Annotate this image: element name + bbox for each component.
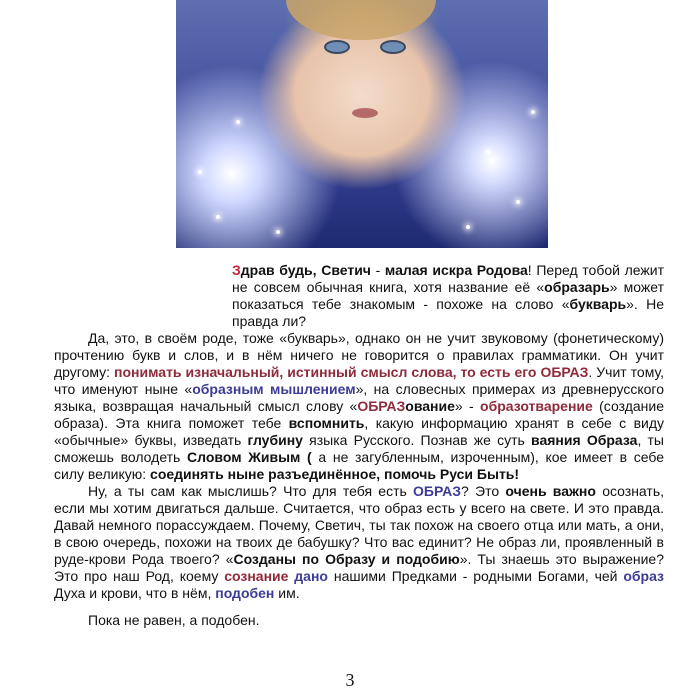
text-span: ОБРАЗ <box>413 483 461 499</box>
photo-hair <box>286 0 436 40</box>
text-span: сознание <box>224 568 289 584</box>
text-span: осознать, если мы хотим двигаться дальше. Считается, что образ есть у всего на свете. И это правда. Давай немного порассуждаем. Почему, Светич, ты так похож на своего отца или мать, а они, в свою очередь, похожи на твоих де бабушку? Что вас единит? Не образ ли, проявленный в руде-крови Рода твоего? « <box>54 483 664 567</box>
text-span: Созданы по Образу и подобию <box>233 551 460 567</box>
text-span: ». Не правда ли? <box>232 296 664 329</box>
photo-right-eye <box>380 40 406 54</box>
text-span: подобен <box>215 585 275 601</box>
text-span: понимать изначальный, истинный смысл слова, то есть его ОБРАЗ <box>114 364 589 380</box>
text-span: Пока не равен, а подобен. <box>88 612 260 628</box>
text-span: , какую информацию хранят в себе с виду «обычные» буквы, изведать <box>54 415 665 448</box>
text-span: ваяния Образа <box>531 432 638 448</box>
photo-mouth <box>352 108 378 118</box>
text-span: , ты сможешь володеть <box>54 432 664 465</box>
text-span: букварь <box>569 296 627 312</box>
text-span: соединять ныне разъединённое, помочь Руси Быть! <box>150 466 520 482</box>
text-span: . Учит тому, что именуют ныне « <box>54 364 664 397</box>
text-span: », на словесных примерах из древнерусского языка, возвращая начальный смысл слову « <box>54 381 664 414</box>
text-span: » может показаться тебе знакомым - похоже на слово « <box>232 279 664 312</box>
photo-star <box>216 215 220 219</box>
text-span: ование <box>405 398 455 414</box>
text-span: вспомнить <box>288 415 365 431</box>
paragraph-intro <box>54 262 664 330</box>
photo-star <box>276 230 280 234</box>
text-span: языка Русского. Познав же суть <box>302 432 532 448</box>
text-span: а не загубленным, изроченным), кое имеет в себе силу великую: <box>54 449 664 482</box>
photo-star <box>486 150 490 154</box>
text-span: ОБРАЗ <box>357 398 406 414</box>
greeting: драв будь, Светич <box>240 262 371 278</box>
photo-star <box>198 170 202 174</box>
photo-star <box>236 120 240 124</box>
paragraph-primer <box>54 330 664 483</box>
text-span: им. <box>274 585 300 601</box>
photo-star <box>531 110 535 114</box>
page-number: 3 <box>345 670 355 690</box>
drop-initial: З <box>232 262 241 278</box>
text-span: ! Перед тобой лежит не совсем обычная книга, хотя название её « <box>232 262 665 295</box>
photo-left-eye <box>324 40 350 54</box>
text-span: образарь <box>544 279 610 295</box>
paragraph-closing <box>54 612 664 629</box>
text-span: образотварение <box>480 398 593 414</box>
text-span: образным мышлением <box>192 381 356 397</box>
text-span: очень важно <box>505 483 596 499</box>
text-span: (создание образа). Эта книга поможет тебе <box>54 398 664 431</box>
paragraph-image <box>54 483 664 602</box>
text-span: - <box>370 262 385 278</box>
text-span: Словом Живым ( <box>187 449 312 465</box>
text-span: Ну, а ты сам как мыслишь? Что для тебя есть <box>88 483 414 499</box>
text-span: глубину <box>247 432 303 448</box>
text-span: дано <box>294 568 328 584</box>
photo-star <box>466 225 470 229</box>
text-span: Да, это, в своём роде, тоже «букварь», однако он не учит звуковому (фонетическому) прочтению букв и слов, и в нём ничего не говорится о правилах грамматики. Он учит другому: <box>54 330 664 380</box>
photo-star <box>516 200 520 204</box>
text-span: Духа и крови, что в нём, <box>54 585 216 601</box>
text-span: образ <box>623 568 665 584</box>
text-span: ». Ты знаешь это выражение? Это про наш Род, коему <box>54 551 665 584</box>
body-text <box>54 262 664 629</box>
child-photo <box>176 0 548 248</box>
text-span: » - <box>454 398 481 414</box>
text-span: ? Это <box>460 483 506 499</box>
text-span: малая искра Родова <box>384 262 528 278</box>
text-span: нашими Предками - родными Богами, чей <box>327 568 624 584</box>
